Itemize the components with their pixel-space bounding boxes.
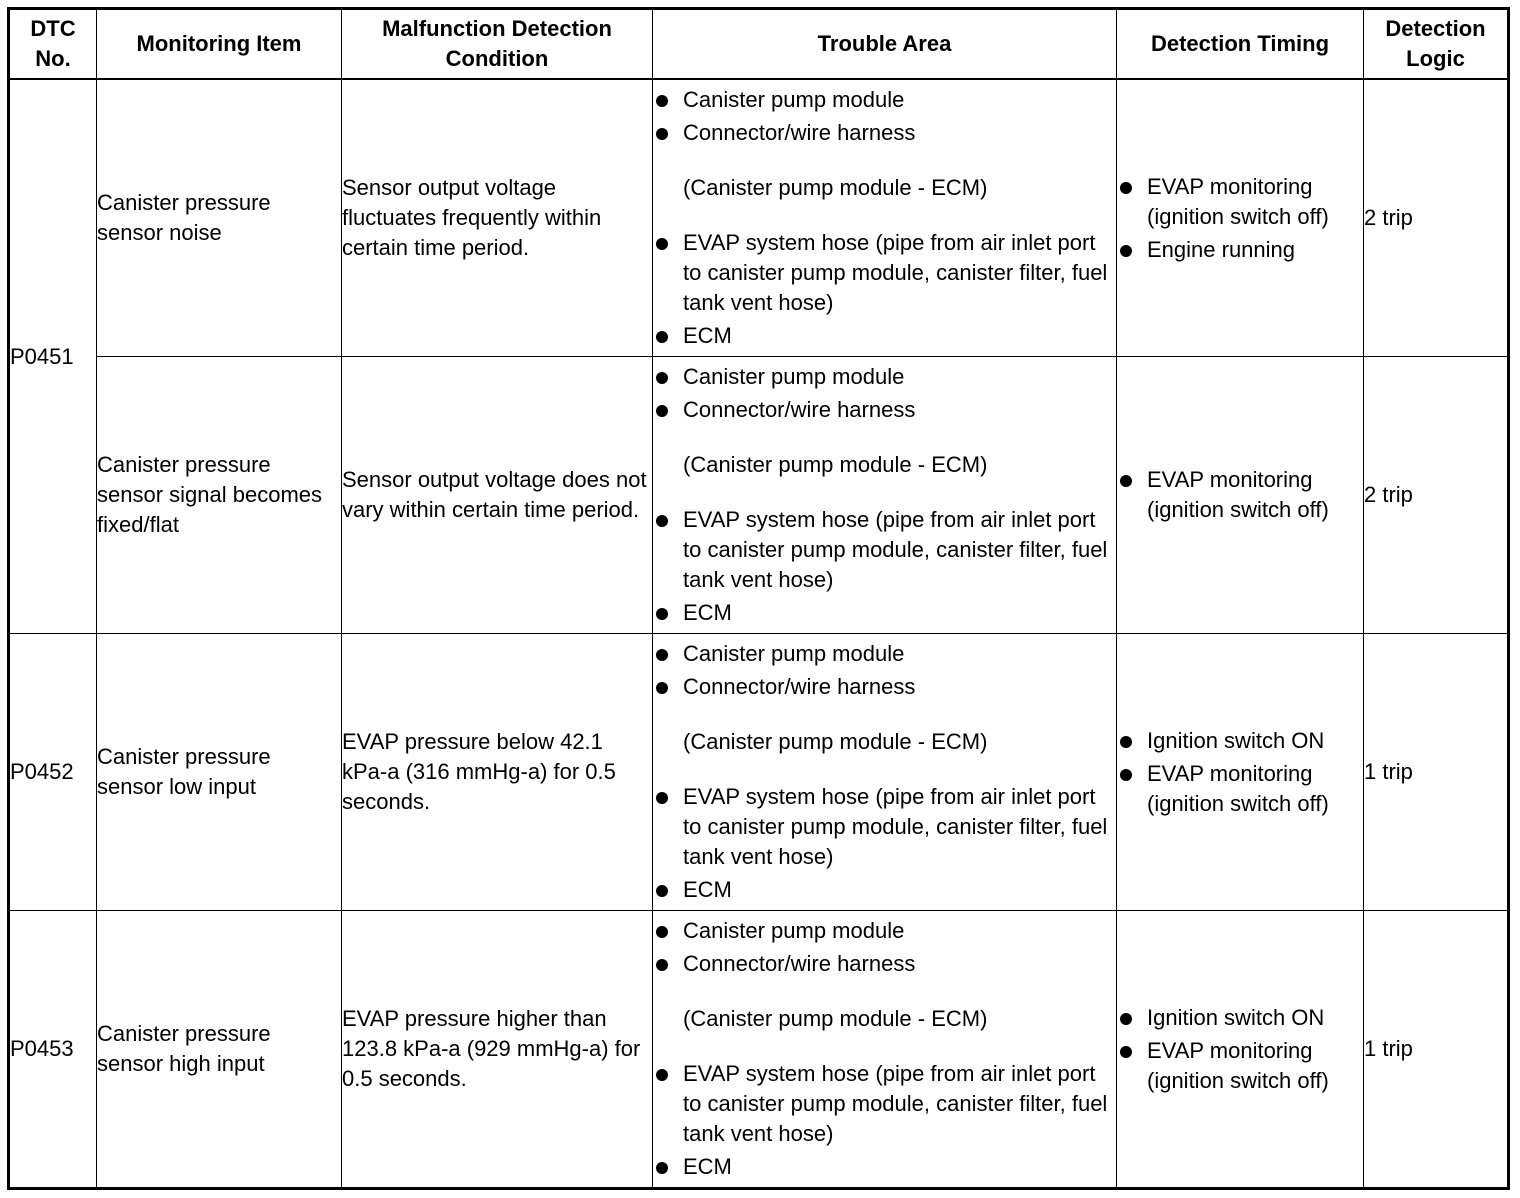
detection-timing-item: Ignition switch ON [1117, 1003, 1363, 1033]
detection-timing-list [1117, 172, 1363, 265]
detection-timing-cell [1117, 79, 1364, 357]
header-monitoring-item: Monitoring Item [97, 9, 342, 80]
trouble-area-item: ECM [653, 598, 1116, 628]
monitoring-item: Canister pressure sensor signal becomes fixed/flat [97, 357, 342, 634]
detection-logic: 1 trip [1364, 634, 1509, 911]
trouble-area-subitem: (Canister pump module - ECM) [683, 729, 988, 754]
table-row [9, 79, 1509, 357]
header-malfunction-condition: Malfunction Detection Condition [342, 9, 653, 80]
trouble-area-item: Canister pump module [653, 639, 1116, 669]
detection-condition: EVAP pressure higher than 123.8 kPa-a (929 mmHg-a) for 0.5 seconds. [342, 911, 653, 1189]
trouble-area-cell [653, 79, 1117, 357]
detection-timing-list [1117, 465, 1363, 525]
detection-timing-item: EVAP monitoring (ignition switch off) [1117, 465, 1363, 525]
trouble-area-item: EVAP system hose (pipe from air inlet port to canister pump module, canister filter, fuel tank vent hose) [653, 505, 1116, 595]
trouble-area-item: ECM [653, 321, 1116, 351]
trouble-area-list [653, 362, 1116, 628]
trouble-area-list [653, 916, 1116, 1182]
trouble-area-item: Canister pump module [653, 362, 1116, 392]
monitoring-item: Canister pressure sensor noise [97, 79, 342, 357]
trouble-area-subitem: (Canister pump module - ECM) [683, 452, 988, 477]
detection-timing-item: EVAP monitoring (ignition switch off) [1117, 172, 1363, 232]
trouble-area-item: EVAP system hose (pipe from air inlet port to canister pump module, canister filter, fuel tank vent hose) [653, 228, 1116, 318]
trouble-area-item: Canister pump module [653, 85, 1116, 115]
dtc-code: P0452 [9, 634, 97, 911]
detection-condition: EVAP pressure below 42.1 kPa-a (316 mmHg-a) for 0.5 seconds. [342, 634, 653, 911]
trouble-area-cell [653, 357, 1117, 634]
trouble-area-subitem: (Canister pump module - ECM) [683, 1006, 988, 1031]
trouble-area-item: ECM [653, 875, 1116, 905]
trouble-area-item: EVAP system hose (pipe from air inlet port to canister pump module, canister filter, fuel tank vent hose) [653, 1059, 1116, 1149]
trouble-area-item: Connector/wire harness [653, 949, 1116, 979]
detection-timing-list [1117, 1003, 1363, 1096]
trouble-area-item: Connector/wire harness [653, 672, 1116, 702]
trouble-area-item: ECM [653, 1152, 1116, 1182]
detection-timing-list [1117, 726, 1363, 819]
table-row [9, 357, 1509, 634]
monitoring-item: Canister pressure sensor low input [97, 634, 342, 911]
detection-timing-cell [1117, 634, 1364, 911]
detection-condition: Sensor output voltage fluctuates frequently within certain time period. [342, 79, 653, 357]
header-detection-logic: Detection Logic [1364, 9, 1509, 80]
header-row [9, 9, 1509, 80]
detection-timing-item: Ignition switch ON [1117, 726, 1363, 756]
table-row [9, 634, 1509, 911]
header-detection-timing: Detection Timing [1117, 9, 1364, 80]
trouble-area-item: Connector/wire harness [653, 395, 1116, 425]
detection-timing-cell [1117, 911, 1364, 1189]
dtc-code: P0453 [9, 911, 97, 1189]
header-trouble-area: Trouble Area [653, 9, 1117, 80]
trouble-area-item: EVAP system hose (pipe from air inlet port to canister pump module, canister filter, fuel tank vent hose) [653, 782, 1116, 872]
monitoring-item: Canister pressure sensor high input [97, 911, 342, 1189]
dtc-table [7, 7, 1510, 1190]
detection-logic: 1 trip [1364, 911, 1509, 1189]
trouble-area-subitem: (Canister pump module - ECM) [683, 175, 988, 200]
trouble-area-cell [653, 634, 1117, 911]
detection-timing-item: Engine running [1117, 235, 1363, 265]
detection-timing-cell [1117, 357, 1364, 634]
table-row [9, 911, 1509, 1189]
detection-logic: 2 trip [1364, 79, 1509, 357]
header-dtc-no: DTC No. [9, 9, 97, 80]
dtc-code: P0451 [9, 79, 97, 634]
detection-condition: Sensor output voltage does not vary within certain time period. [342, 357, 653, 634]
trouble-area-cell [653, 911, 1117, 1189]
detection-timing-item: EVAP monitoring (ignition switch off) [1117, 1036, 1363, 1096]
trouble-area-list [653, 639, 1116, 905]
detection-timing-item: EVAP monitoring (ignition switch off) [1117, 759, 1363, 819]
detection-logic: 2 trip [1364, 357, 1509, 634]
trouble-area-list [653, 85, 1116, 351]
trouble-area-item: Canister pump module [653, 916, 1116, 946]
trouble-area-item: Connector/wire harness [653, 118, 1116, 148]
